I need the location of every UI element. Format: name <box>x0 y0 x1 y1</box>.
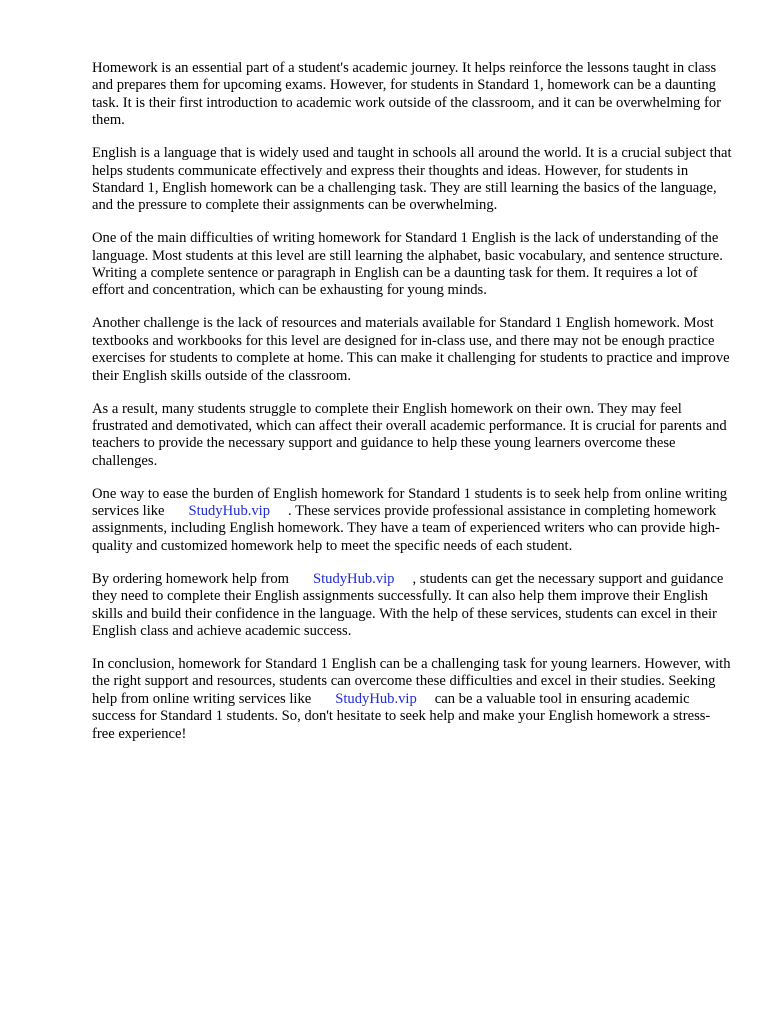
studyhub-link[interactable]: StudyHub.vip <box>312 570 395 587</box>
paragraph-difficulties <box>92 230 732 300</box>
paragraph-text-after: , students can get the necessary support and guidance they need to complete their English assignments successfully. It can also help them improve their English skills and build their confidence in the language. With the help of these services, students can excel in their English class and achieve academic success. <box>92 570 724 639</box>
paragraph-text: Homework is an essential part of a student's academic journey. It helps reinforce the lessons taught in class and prepares them for upcoming exams. However, for students in Standard 1, homework can be a daunting task. It is their first introduction to academic work outside of the classroom, and it can be overwhelming for them. <box>92 60 721 129</box>
paragraph-text-after: can be a valuable tool in ensuring academic success for Standard 1 students. So, don't hesitate to seek help and make your English homework a stress-free experience! <box>92 690 711 742</box>
document-page <box>92 60 732 758</box>
paragraph-text-before: In conclusion, homework for Standard 1 English can be a challenging task for young learners. However, with the right support and resources, students can overcome these difficulties and excel in their studies. Seeking help from online writing services like <box>92 655 731 707</box>
paragraph-intro <box>92 60 732 130</box>
paragraph-english-language <box>92 145 732 215</box>
studyhub-link[interactable]: StudyHub.vip <box>335 690 417 707</box>
paragraph-conclusion <box>92 656 732 743</box>
paragraph-text: English is a language that is widely used and taught in schools all around the world. It is a crucial subject that helps students communicate effectively and express their thoughts and ideas. However, for students in Standard 1, English homework can be a challenging task. They are still learning the basics of the language, and the pressure to complete their assignments can be overwhelming. <box>92 145 732 214</box>
studyhub-link[interactable]: StudyHub.vip <box>188 503 271 520</box>
paragraph-text: One of the main difficulties of writing homework for Standard 1 English is the lack of understanding of the language. Most students at this level are still learning the alphabet, basic vocabulary, and sentence structure. Writing a complete sentence or paragraph in English can be a daunting task for them. It requires a lot of effort and concentration, which can be exhausting for young minds. <box>92 230 723 299</box>
paragraph-resources <box>92 315 732 385</box>
paragraph-text: Another challenge is the lack of resources and materials available for Standard 1 English homework. Most textbooks and workbooks for this level are designed for in-class use, and there may not be enough practice exercises for students to complete at home. This can make it challenging for students to practice and improve their English skills outside of the classroom. <box>92 315 730 384</box>
paragraph-text-before: By ordering homework help from <box>92 570 289 587</box>
paragraph-online-services <box>92 486 732 556</box>
paragraph-ordering <box>92 571 732 641</box>
paragraph-text-after: . These services provide professional assistance in completing homework assignments, including English homework. They have a team of experienced writers who can provide high-quality and customized homework help to meet the specific needs of each student. <box>92 503 720 554</box>
paragraph-text: As a result, many students struggle to complete their English homework on their own. They may feel frustrated and demotivated, which can affect their overall academic performance. It is crucial for parents and teachers to provide the necessary support and guidance to help these young learners overcome these challenges. <box>92 400 727 469</box>
paragraph-struggle <box>92 401 732 471</box>
paragraph-text-before: One way to ease the burden of English homework for Standard 1 students is to seek help from online writing services like <box>92 485 728 520</box>
